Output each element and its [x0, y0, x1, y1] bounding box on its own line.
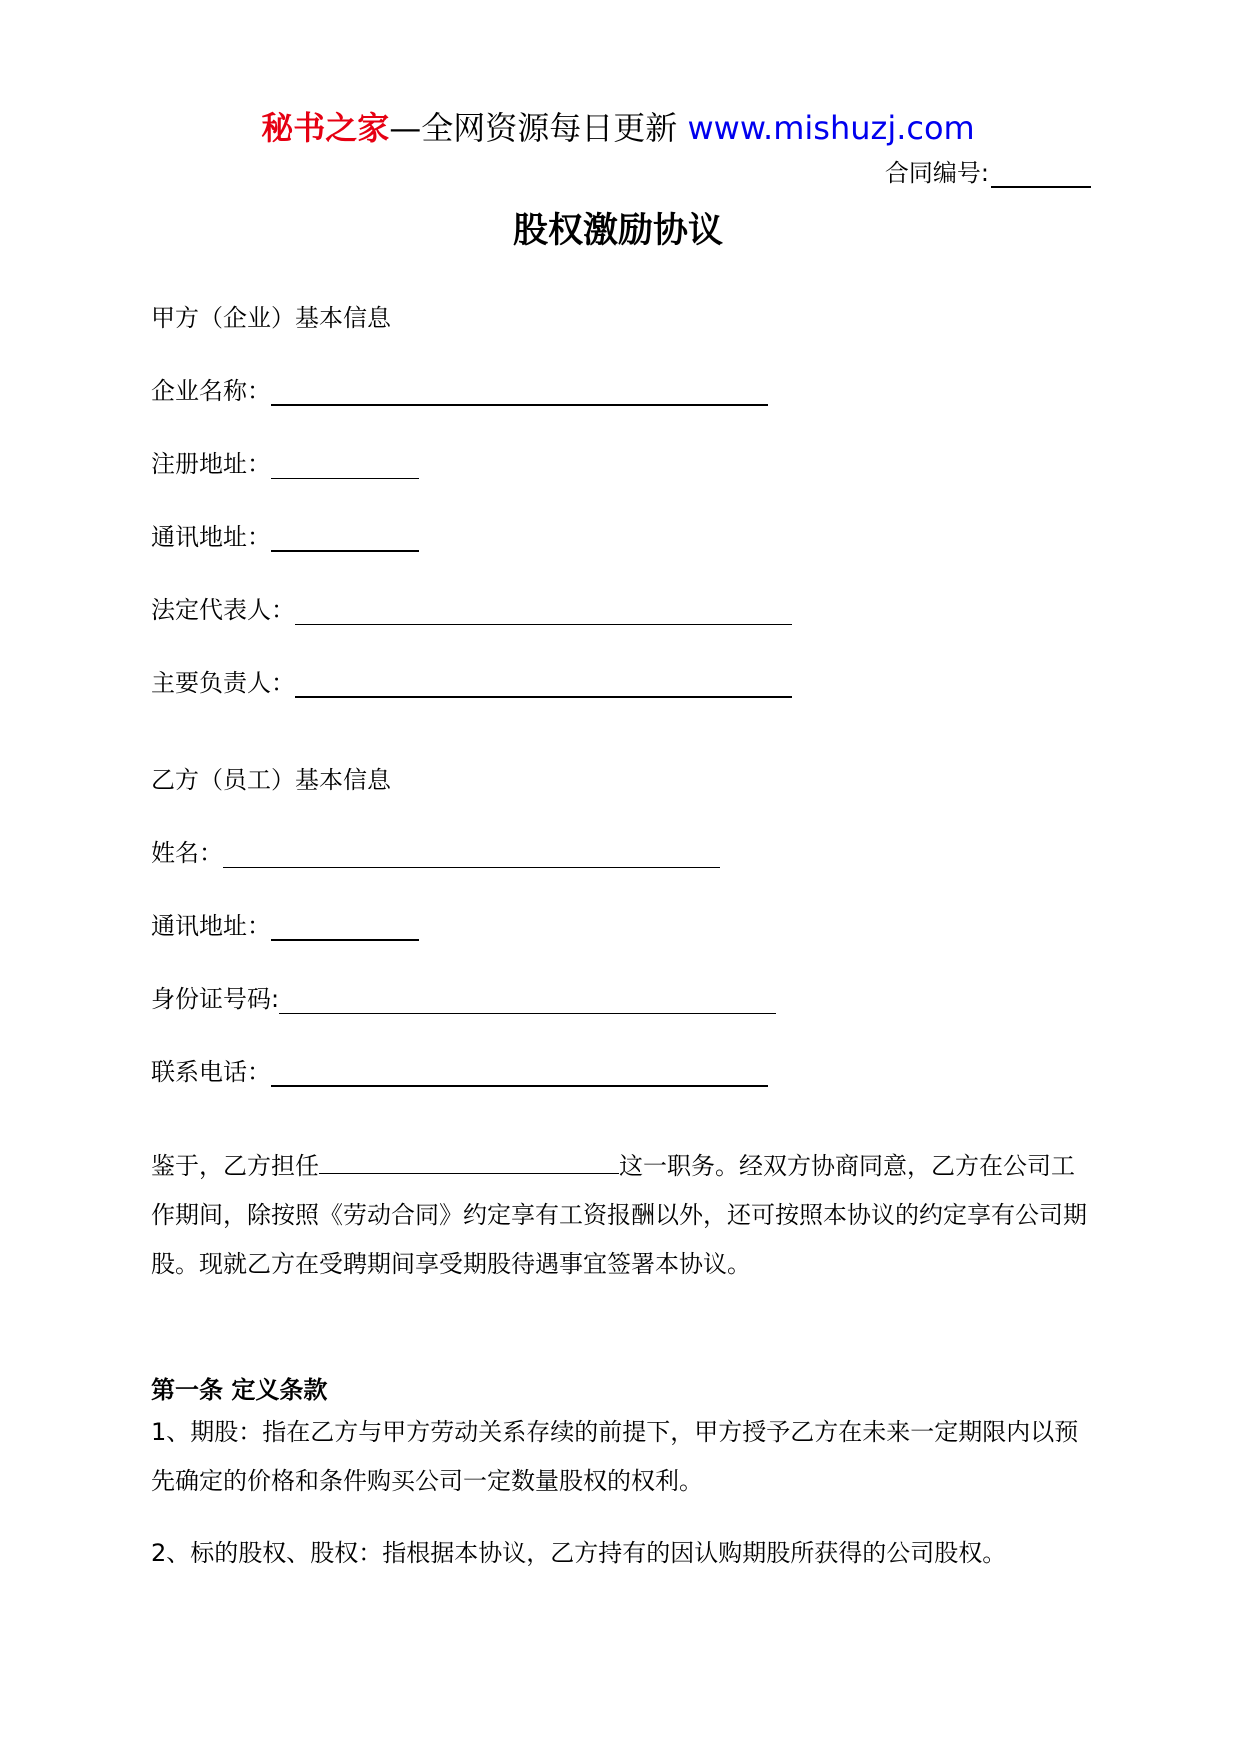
banner-url-link[interactable]: www.mishuzj.com — [687, 109, 975, 147]
preamble-paragraph — [151, 1142, 1091, 1289]
registered-address-blank — [271, 452, 419, 479]
party-a-heading: 甲方（企业）基本信息 — [151, 304, 391, 332]
employee-name-blank — [223, 841, 720, 868]
article1-item2: 2、标的股权、股权：指根据本协议，乙方持有的因认购期股所获得的公司股权。 — [151, 1539, 1007, 1567]
preamble-text-2: 这一职务。经双方协商同意，乙方在公司工作期间，除按照《劳动合同》约定享有工资报酬以外，还可按照本协议的约定享有公司期股。现就乙方在受聘期间享受期股待遇事宜签署本协议。 — [151, 1152, 1087, 1278]
employee-address-blank — [271, 913, 419, 941]
phone-blank — [271, 1059, 768, 1087]
registered-address-field — [151, 444, 419, 479]
id-number-blank — [279, 987, 776, 1014]
article1-heading: 第一条 定义条款 — [151, 1376, 328, 1404]
mailing-address-label: 通讯地址： — [151, 523, 271, 551]
mailing-address-field — [151, 517, 419, 552]
principal-blank — [295, 670, 792, 698]
legal-rep-label: 法定代表人： — [151, 596, 295, 624]
article1-item1: 1、期股：指在乙方与甲方劳动关系存续的前提下，甲方授予乙方在未来一定期限内以预先确定的价格和条件购买公司一定数量股权的权利。 — [151, 1418, 1079, 1495]
contract-number-blank — [991, 162, 1091, 188]
legal-rep-blank — [295, 598, 792, 625]
principal-field — [151, 663, 792, 698]
employee-address-label: 通讯地址： — [151, 912, 271, 940]
registered-address-label: 注册地址： — [151, 450, 271, 478]
site-banner — [0, 103, 1236, 149]
employee-address-field — [151, 906, 419, 941]
position-blank — [319, 1145, 619, 1174]
principal-label: 主要负责人： — [151, 669, 295, 697]
mailing-address-blank — [271, 524, 419, 552]
legal-rep-field — [151, 590, 792, 625]
company-name-blank — [271, 378, 768, 406]
phone-label: 联系电话： — [151, 1058, 271, 1086]
preamble-text-1: 鉴于，乙方担任 — [151, 1152, 319, 1180]
banner-tagline: —全网资源每日更新 — [389, 109, 688, 147]
contract-number-label: 合同编号: — [884, 159, 989, 187]
contract-number — [885, 153, 1091, 188]
phone-field — [151, 1052, 768, 1087]
banner-brand: 秘书之家 — [261, 109, 390, 147]
id-number-label: 身份证号码: — [151, 985, 280, 1013]
document-title: 股权激励协议 — [512, 211, 723, 251]
company-name-label: 企业名称： — [151, 377, 271, 405]
employee-name-field — [151, 833, 720, 868]
id-number-field — [151, 979, 776, 1014]
employee-name-label: 姓名： — [151, 839, 223, 867]
party-b-heading: 乙方（员工）基本信息 — [151, 766, 391, 794]
company-name-field — [151, 371, 768, 406]
